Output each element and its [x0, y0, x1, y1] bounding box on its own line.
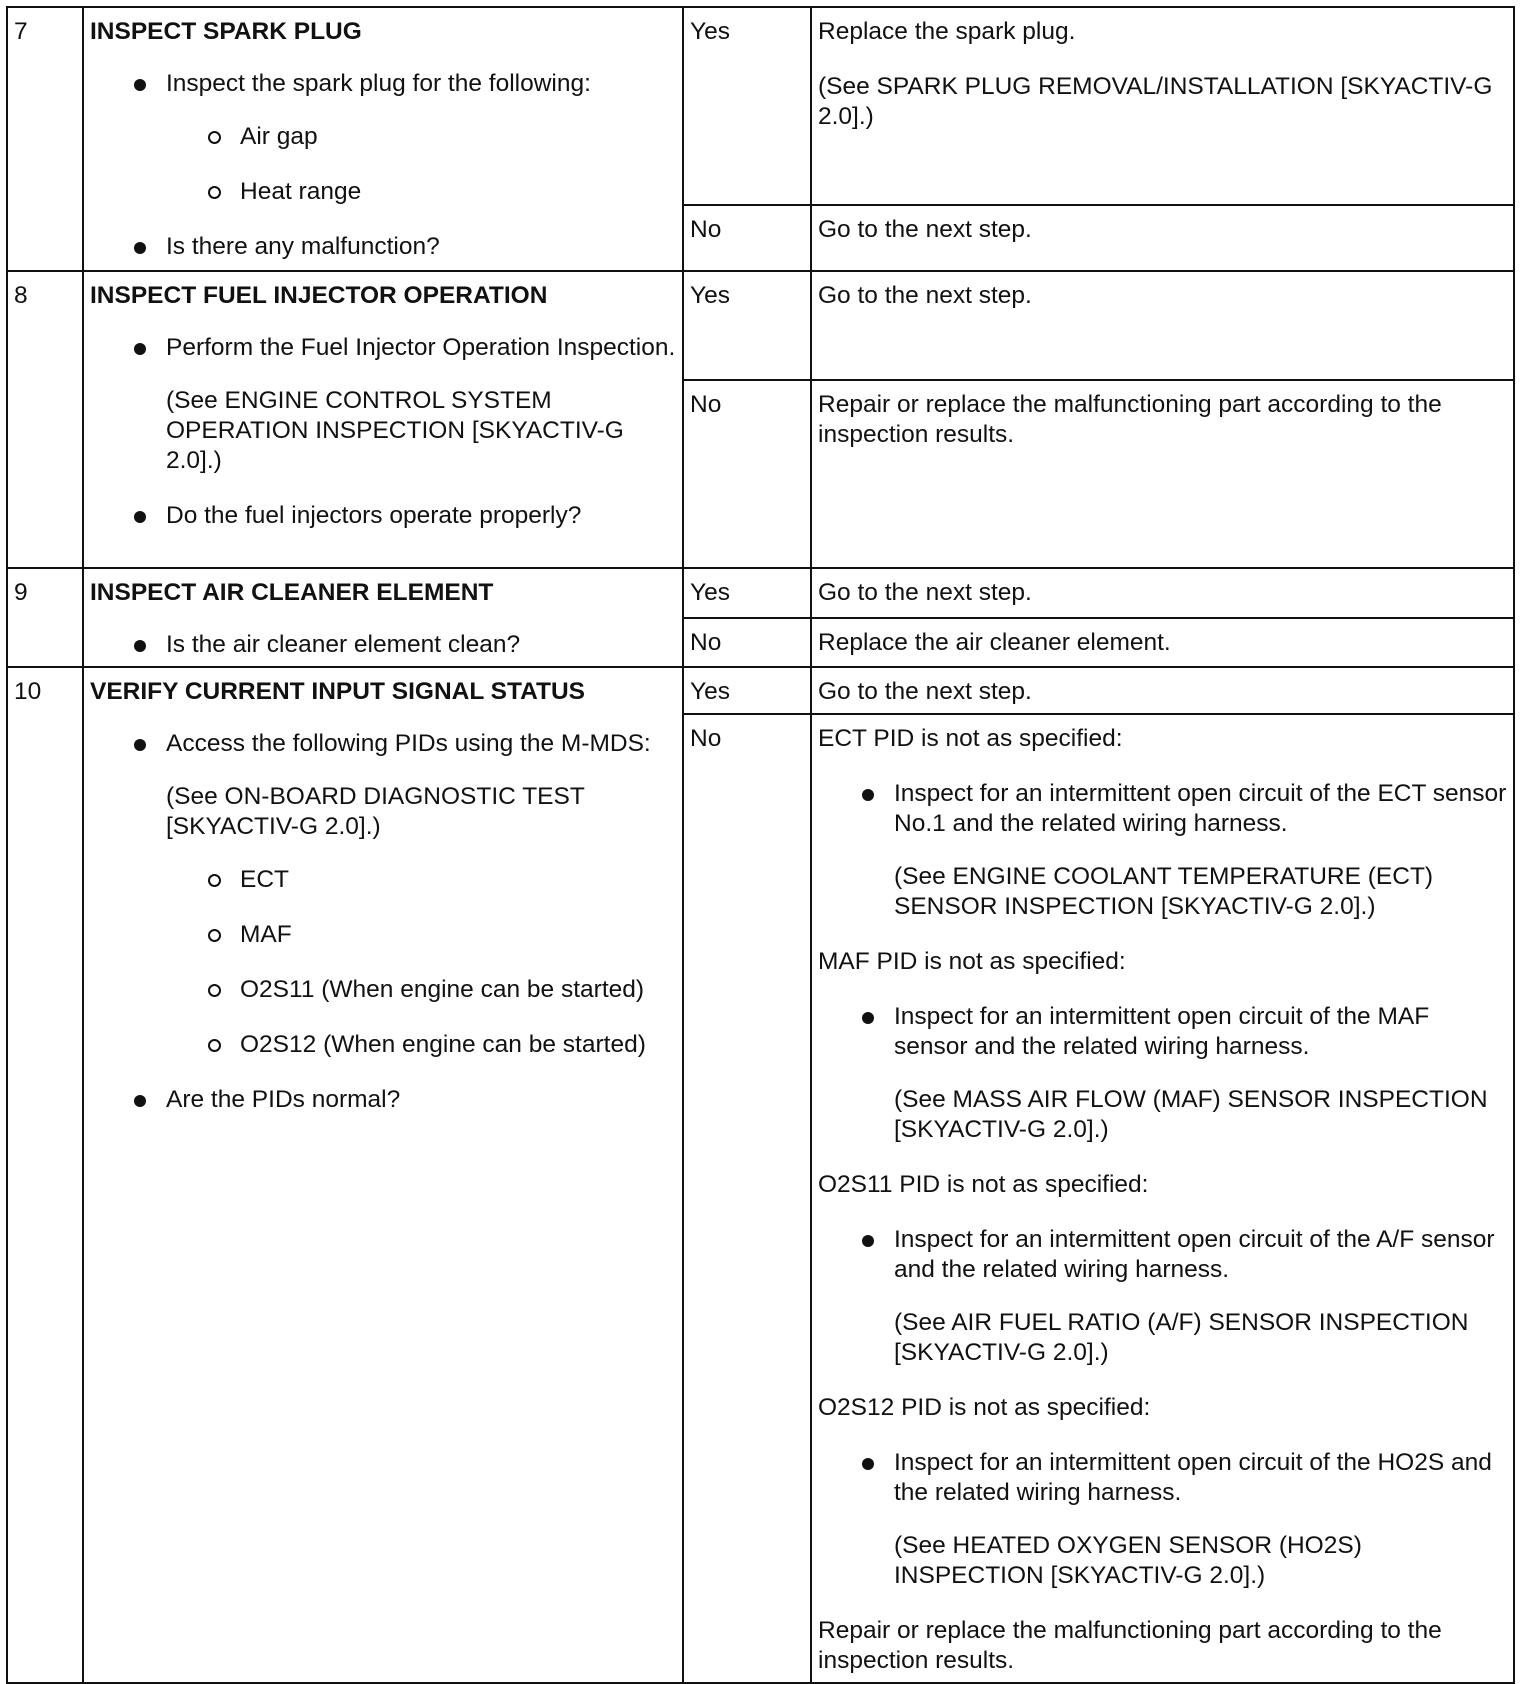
reference-text: (See HEATED OXYGEN SENSOR (HO2S) INSPECTION [SKYACTIV-G 2.0].) [894, 1532, 1362, 1589]
step-number: 9 [7, 568, 83, 667]
result-label-no: No [683, 380, 811, 568]
list-item: Heat range [166, 177, 676, 207]
result-label-no: No [683, 618, 811, 668]
step-number: 8 [7, 271, 83, 568]
result-label-no: No [683, 205, 811, 271]
list-item [818, 1002, 1507, 1145]
result-action-no [811, 714, 1514, 1683]
check-intro: Perform the Fuel Injector Operation Inspection. [166, 334, 676, 361]
check-list [90, 630, 676, 660]
reference-text: (See ENGINE COOLANT TEMPERATURE (ECT) SENSOR INSPECTION [SKYACTIV-G 2.0].) [894, 863, 1434, 920]
check-list [818, 1448, 1507, 1591]
result-action-yes: Go to the next step. [811, 568, 1514, 618]
list-item [818, 1225, 1507, 1368]
check-list [90, 333, 676, 531]
result-action-no: Replace the air cleaner element. [811, 618, 1514, 668]
check-list [818, 779, 1507, 922]
list-item [90, 729, 676, 1060]
table-row [7, 568, 1514, 618]
question: Is the air cleaner element clean? [90, 630, 676, 660]
check-intro: Inspect the spark plug for the following: [166, 70, 591, 97]
final-action-text: Repair or replace the malfunctioning part according to the inspection results. [818, 1617, 1442, 1674]
action-text: Inspect for an intermittent open circuit of the MAF sensor and the related wiring harness. [894, 1003, 1430, 1060]
diagnostic-procedure-table [6, 6, 1515, 1684]
step-action-cell [83, 271, 683, 568]
result-action-no: Repair or replace the malfunctioning part according to the inspection results. [811, 380, 1514, 568]
check-list [90, 729, 676, 1115]
step-action-cell [83, 7, 683, 271]
action-text: Inspect for an intermittent open circuit of the ECT sensor No.1 and the related wiring harness. [894, 780, 1507, 837]
step-action-cell [83, 667, 683, 1683]
list-item: O2S11 (When engine can be started) [166, 975, 676, 1005]
step-action-cell [83, 568, 683, 667]
table-row [7, 667, 1514, 714]
reference-text: (See MASS AIR FLOW (MAF) SENSOR INSPECTION [SKYACTIV-G 2.0].) [894, 1086, 1488, 1143]
condition-text: ECT PID is not as specified: [818, 725, 1123, 752]
list-item: Air gap [166, 122, 676, 152]
list-item: ECT [166, 865, 676, 895]
check-list [90, 69, 676, 262]
action-text: Inspect for an intermittent open circuit of the HO2S and the related wiring harness. [894, 1449, 1492, 1506]
table-row [7, 271, 1514, 380]
sub-list [166, 122, 676, 207]
check-list [818, 1002, 1507, 1145]
step-number: 7 [7, 7, 83, 271]
table-row [7, 7, 1514, 205]
question: Do the fuel injectors operate properly? [90, 501, 676, 531]
result-label-no: No [683, 714, 811, 1683]
result-action-no: Go to the next step. [811, 205, 1514, 271]
question: Are the PIDs normal? [90, 1085, 676, 1115]
reference-text: (See ON-BOARD DIAGNOSTIC TEST [SKYACTIV-G 2.0].) [166, 783, 585, 840]
result-action-yes: Go to the next step. [811, 667, 1514, 714]
result-label-yes: Yes [683, 568, 811, 618]
step-number: 10 [7, 667, 83, 1683]
list-item [818, 1448, 1507, 1591]
reference-text: (See SPARK PLUG REMOVAL/INSTALLATION [SKYACTIV-G 2.0].) [818, 73, 1493, 130]
list-item [90, 333, 676, 476]
step-title: VERIFY CURRENT INPUT SIGNAL STATUS [90, 678, 586, 705]
list-item [90, 69, 676, 207]
action-text: Inspect for an intermittent open circuit of the A/F sensor and the related wiring harness. [894, 1226, 1495, 1283]
condition-text: O2S11 PID is not as specified: [818, 1171, 1149, 1198]
result-label-yes: Yes [683, 271, 811, 380]
result-action-yes: Go to the next step. [811, 271, 1514, 380]
reference-text: (See ENGINE CONTROL SYSTEM OPERATION INSPECTION [SKYACTIV-G 2.0].) [166, 387, 624, 474]
condition-text: MAF PID is not as specified: [818, 948, 1126, 975]
reference-text: (See AIR FUEL RATIO (A/F) SENSOR INSPECTION [SKYACTIV-G 2.0].) [894, 1309, 1469, 1366]
check-intro: Access the following PIDs using the M-MDS: [166, 730, 651, 757]
list-item [818, 779, 1507, 922]
list-item: MAF [166, 920, 676, 950]
result-action-yes [811, 7, 1514, 205]
sub-list [166, 865, 676, 1060]
action-text: Replace the spark plug. [818, 18, 1076, 45]
condition-text: O2S12 PID is not as specified: [818, 1394, 1151, 1421]
question: Is there any malfunction? [90, 232, 676, 262]
list-item: O2S12 (When engine can be started) [166, 1030, 676, 1060]
result-label-yes: Yes [683, 667, 811, 714]
step-title: INSPECT SPARK PLUG [90, 18, 362, 45]
result-label-yes: Yes [683, 7, 811, 205]
check-list [818, 1225, 1507, 1368]
step-title: INSPECT FUEL INJECTOR OPERATION [90, 282, 548, 309]
step-title: INSPECT AIR CLEANER ELEMENT [90, 579, 494, 606]
